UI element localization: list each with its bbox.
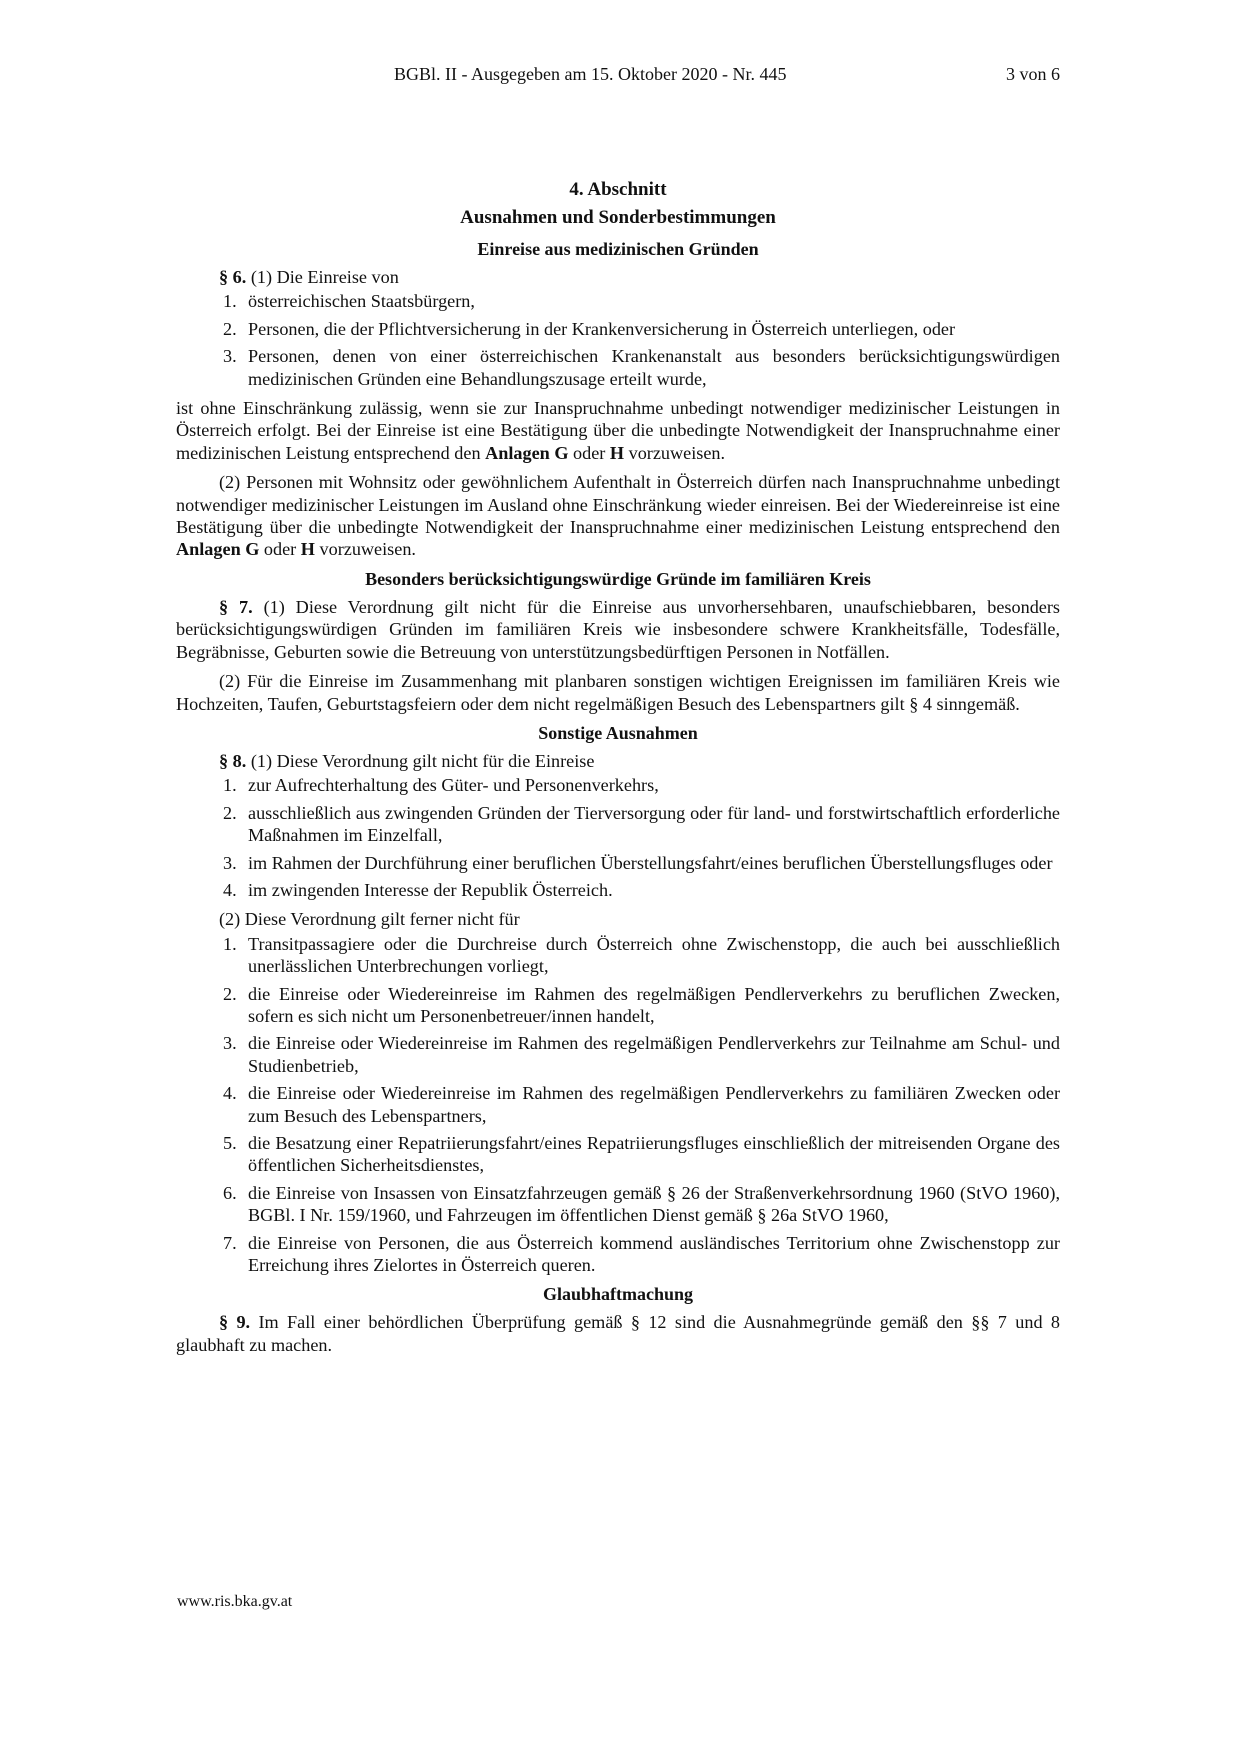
heading-p7: Besonders berücksichtigungswürdige Gründe im familiären Kreis xyxy=(365,568,871,589)
annex-ref: Anlagen G xyxy=(176,539,260,560)
item-text: Personen, denen von einer österreichischen Krankenanstalt aus besonders berücksichtigungswürdigen medizinischen Gründen eine Behandlungszusage erteilt wurde, xyxy=(248,346,1060,389)
footer-url[interactable]: www.ris.bka.gv.at xyxy=(177,1593,293,1610)
item-text: österreichischen Staatsbürgern, xyxy=(248,291,475,312)
list-item xyxy=(176,983,1060,1028)
p8-intro1-text: (1) Diese Verordnung gilt nicht für die Einreise xyxy=(246,750,595,771)
list-item xyxy=(176,318,1060,340)
item-text: im zwingenden Interesse der Republik Österreich. xyxy=(248,879,613,900)
item-number: 7. xyxy=(223,1232,237,1253)
heading-p6: Einreise aus medizinischen Gründen xyxy=(477,239,759,259)
p9-text xyxy=(176,1311,1060,1356)
item-number: 3. xyxy=(223,346,237,367)
p7-abs1 xyxy=(176,596,1060,663)
p6-abs2-end: vorzuweisen. xyxy=(314,539,416,560)
p7-abs1-text: (1) Diese Verordnung gilt nicht für die Einreise aus unvorhersehbaren, unaufschiebbaren, besonders berücksichtigungswürdigen Gründen im familiären Kreis wie insbesondere schwere Krankheitsfälle, Todesfälle, Begräbnisse, Geburten sowie die Betreuung von unterstützungsbedürftigen Personen in Notfällen. xyxy=(176,596,1060,662)
p9-body: Im Fall einer behördlichen Überprüfung gemäß § 12 sind die Ausnahmegründe gemäß den §§ 7 und 8 glaubhaft zu machen. xyxy=(176,1312,1060,1355)
p8-intro2: (2) Diese Verordnung gilt ferner nicht für xyxy=(219,909,520,930)
p6-cont-text: ist ohne Einschränkung zulässig, wenn sie zur Inanspruchnahme unbedingt notwendiger medizinischer Leistungen in Österreich erfolgt. Bei der Einreise ist eine Bestätigung über die unbedingte Notwendigkeit der Inanspruchnahme einer medizinischen Leistung entsprechend den xyxy=(176,398,1060,463)
item-text: zur Aufrechterhaltung des Güter- und Personenverkehrs, xyxy=(248,775,659,796)
list-item xyxy=(176,879,1060,901)
p8-intro1 xyxy=(176,750,1060,772)
p7-mark: § 7. xyxy=(219,596,253,617)
p6-cont-mid: oder xyxy=(568,442,610,463)
section-title: Ausnahmen und Sonderbestimmungen xyxy=(460,207,776,228)
p8-mark: § 8. xyxy=(219,750,247,771)
item-number: 1. xyxy=(223,933,237,954)
item-text: die Einreise oder Wiedereinreise im Rahmen des regelmäßigen Pendlerverkehrs zu familiären Zwecken oder zum Besuch des Lebenspartners, xyxy=(248,1083,1060,1126)
page-number: 3 von 6 xyxy=(1006,64,1060,84)
item-number: 2. xyxy=(223,802,237,823)
p7-abs2: (2) Für die Einreise im Zusammenhang mit planbaren sonstigen wichtigen Ereignissen im familiären Kreis wie Hochzeiten, Taufen, Geburtstagsfeiern oder dem nicht regelmäßigen Besuch des Lebenspartners gilt § 4 sinngemäß. xyxy=(176,671,1060,714)
list-item xyxy=(176,345,1060,390)
item-text: die Einreise von Personen, die aus Österreich kommend ausländisches Territorium ohne Zwischenstopp zur Erreichung ihres Zielortes in Österreich queren. xyxy=(248,1232,1060,1276)
p6-mark: § 6. xyxy=(219,267,247,287)
section-number: 4. Abschnitt xyxy=(569,179,667,200)
p6-intro xyxy=(176,266,1060,288)
list-item xyxy=(176,774,1060,796)
item-text: Transitpassagiere oder die Durchreise durch Österreich ohne Zwischenstopp, die auch bei ausschließlich unerlässlichen Unterbrechungen vorliegt, xyxy=(248,933,1060,977)
gazette-title: BGBl. II - Ausgegeben am 15. Oktober 2020 - Nr. 445 xyxy=(394,64,787,84)
p8-list2 xyxy=(176,933,1060,1277)
item-text: ausschließlich aus zwingenden Gründen der Tierversorgung oder für land- und forstwirtschaftlich erforderliche Maßnahmen im Einzelfall, xyxy=(248,802,1060,846)
item-text: die Einreise oder Wiedereinreise im Rahmen des regelmäßigen Pendlerverkehrs zu beruflichen Zwecken, sofern es sich nicht um Personenbetreuer/innen handelt, xyxy=(248,983,1060,1026)
item-number: 3. xyxy=(223,1033,237,1054)
list-item xyxy=(176,290,1060,312)
page-header xyxy=(176,64,1060,88)
list-item xyxy=(176,1182,1060,1227)
p6-abs2-mid: oder xyxy=(259,539,301,560)
list-item xyxy=(176,802,1060,847)
item-number: 1. xyxy=(223,775,237,796)
item-number: 2. xyxy=(223,318,237,339)
p6-abs2-text: (2) Personen mit Wohnsitz oder gewöhnlichem Aufenthalt in Österreich dürfen nach Inanspruchnahme unbedingt notwendiger medizinischer Leistungen im Ausland ohne Einschränkung wieder einreisen. Bei der Wiedereinreise ist eine Bestätigung über die unbedingte Notwendigkeit der Inanspruchnahme einer medizinischen Leistung entsprechend den xyxy=(176,472,1060,538)
heading-p9: Glaubhaftmachung xyxy=(542,1284,694,1305)
item-number: 2. xyxy=(223,983,237,1004)
item-number: 4. xyxy=(223,879,237,900)
annex-ref: H xyxy=(300,539,315,560)
item-text: im Rahmen der Durchführung einer beruflichen Überstellungsfahrt/eines beruflichen Überstellungsfluges oder xyxy=(248,852,1053,873)
item-number: 3. xyxy=(223,852,237,873)
heading-p8: Sonstige Ausnahmen xyxy=(538,722,698,743)
item-number: 4. xyxy=(223,1083,237,1104)
item-number: 5. xyxy=(223,1133,237,1153)
p6-continuation xyxy=(176,397,1060,464)
list-item xyxy=(176,852,1060,874)
list-item xyxy=(176,1032,1060,1077)
item-text: Personen, die der Pflichtversicherung in der Krankenversicherung in Österreich unterliegen, oder xyxy=(248,318,956,339)
list-item xyxy=(176,1082,1060,1127)
list-item xyxy=(176,1232,1060,1277)
item-number: 1. xyxy=(223,291,237,312)
p8-list1 xyxy=(176,774,1060,901)
p6-intro-text: (1) Die Einreise von xyxy=(246,267,399,287)
document-body xyxy=(176,176,1060,1363)
p9-mark: § 9. xyxy=(219,1312,251,1333)
p6-cont-end: vorzuweisen. xyxy=(624,442,726,463)
annex-ref: H xyxy=(609,442,625,463)
item-number: 6. xyxy=(223,1182,237,1203)
list-item xyxy=(176,1132,1060,1177)
p6-list xyxy=(176,290,1060,390)
list-item xyxy=(176,933,1060,978)
p6-abs2 xyxy=(176,471,1060,561)
item-text: die Besatzung einer Repatriierungsfahrt/eines Repatriierungsfluges einschließlich der mitreisenden Organe des öffentlichen Sicherheitsdienstes, xyxy=(248,1133,1060,1176)
annex-ref: Anlagen G xyxy=(485,442,569,463)
item-text: die Einreise oder Wiedereinreise im Rahmen des regelmäßigen Pendlerverkehrs zur Teilnahme am Schul- und Studienbetrieb, xyxy=(248,1033,1060,1076)
item-text: die Einreise von Insassen von Einsatzfahrzeugen gemäß § 26 der Straßenverkehrsordnung 1960 (StVO 1960), BGBl. I Nr. 159/1960, und Fahrzeugen im öffentlichen Dienst gemäß § 26a StVO 1960, xyxy=(248,1182,1060,1226)
